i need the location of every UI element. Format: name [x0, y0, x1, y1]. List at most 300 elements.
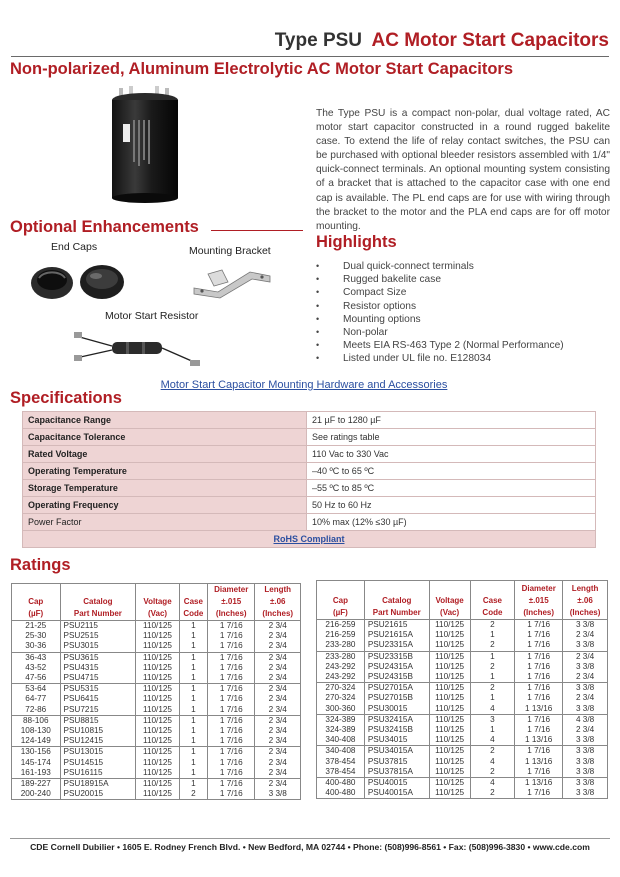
- spec-value: –40 ºC to 65 ºC: [307, 463, 596, 480]
- cap-cell: 130-156: [12, 747, 61, 758]
- case-code-cell: 1: [179, 736, 207, 747]
- cap-cell: 53-64: [12, 684, 61, 695]
- table-row: [317, 630, 608, 640]
- length-cell: 2 3/4: [563, 693, 608, 703]
- diameter-cell: 1 7/16: [208, 684, 255, 695]
- part-number-cell: PSU7215: [60, 705, 136, 716]
- part-number-cell: PSU34015A: [364, 746, 429, 757]
- case-code-cell: 1: [179, 621, 207, 632]
- part-number-cell: PSU24315B: [364, 672, 429, 683]
- length-cell: 2 3/4: [255, 747, 301, 758]
- voltage-cell: 110/125: [136, 705, 179, 716]
- cap-cell: 161-193: [12, 768, 61, 779]
- voltage-cell: 110/125: [136, 715, 179, 726]
- length-cell: 2 3/4: [563, 630, 608, 640]
- length-cell: 2 3/4: [255, 631, 301, 641]
- length-cell: 2 3/4: [255, 779, 301, 790]
- cap-cell: 243-292: [317, 672, 365, 683]
- case-code-cell: 4: [470, 757, 515, 767]
- length-cell: 3 3/8: [563, 683, 608, 694]
- diameter-cell: 1 7/16: [515, 788, 563, 799]
- spec-row: [23, 514, 596, 531]
- highlight-item: • Dual quick-connect terminals: [316, 260, 564, 273]
- case-code-cell: 1: [179, 705, 207, 716]
- diameter-cell: 1 7/16: [208, 768, 255, 779]
- voltage-cell: 110/125: [429, 767, 470, 778]
- spec-row: [23, 531, 596, 548]
- table-row: [12, 684, 301, 695]
- case-code-cell: 1: [470, 630, 515, 640]
- table-row: [317, 746, 608, 757]
- col-header-diameter: Diameter ±.015 (Inches): [515, 581, 563, 620]
- spec-value: See ratings table: [307, 429, 596, 446]
- table-row: [12, 747, 301, 758]
- spec-row: [23, 480, 596, 497]
- highlight-item: • Rugged bakelite case: [316, 273, 564, 286]
- case-code-cell: 1: [179, 652, 207, 663]
- part-number-cell: PSU2115: [60, 621, 136, 632]
- table-row: [12, 631, 301, 641]
- cap-cell: 270-324: [317, 683, 365, 694]
- length-cell: 3 3/8: [563, 778, 608, 789]
- table-row: [12, 715, 301, 726]
- highlight-item: • Resistor options: [316, 300, 564, 313]
- part-number-cell: PSU10815: [60, 726, 136, 736]
- diameter-cell: 1 7/16: [208, 621, 255, 632]
- case-code-cell: 1: [179, 631, 207, 641]
- col-header-case-code: Case Code: [179, 584, 207, 621]
- voltage-cell: 110/125: [429, 746, 470, 757]
- cap-cell: 30-36: [12, 641, 61, 652]
- cap-cell: 378-454: [317, 767, 365, 778]
- part-number-cell: PSU37815: [364, 757, 429, 767]
- col-header-part-number: Catalog Part Number: [364, 581, 429, 620]
- diameter-cell: 1 7/16: [515, 693, 563, 703]
- voltage-cell: 110/125: [136, 673, 179, 684]
- length-cell: 3 3/8: [563, 620, 608, 631]
- table-row: [317, 672, 608, 683]
- spec-key: Storage Temperature: [23, 480, 307, 497]
- cap-cell: 21-25: [12, 621, 61, 632]
- diameter-cell: 1 7/16: [515, 640, 563, 651]
- cap-cell: 216-259: [317, 620, 365, 631]
- length-cell: 2 3/4: [563, 651, 608, 662]
- footer-contact: CDE Cornell Dubilier • 1605 E. Rodney French Blvd. • New Bedford, MA 02744 • Phone: (508)996-8561 • Fax: (508)996-3830 • www.cde.com: [30, 842, 590, 852]
- cap-cell: 378-454: [317, 757, 365, 767]
- length-cell: 3 3/8: [563, 767, 608, 778]
- spec-key: Operating Frequency: [23, 497, 307, 514]
- page-title: [11, 30, 609, 57]
- spec-row: [23, 412, 596, 429]
- table-row: [317, 788, 608, 799]
- length-cell: 2 3/4: [255, 641, 301, 652]
- table-row: [317, 725, 608, 735]
- length-cell: 2 3/4: [563, 672, 608, 683]
- spec-key: Capacitance Range: [23, 412, 307, 429]
- voltage-cell: 110/125: [429, 651, 470, 662]
- voltage-cell: 110/125: [429, 672, 470, 683]
- part-number-cell: PSU12415: [60, 736, 136, 747]
- col-header-cap: Cap (µF): [317, 581, 365, 620]
- part-number-cell: PSU16115: [60, 768, 136, 779]
- diameter-cell: 1 7/16: [515, 725, 563, 735]
- voltage-cell: 110/125: [136, 726, 179, 736]
- spec-value: 50 Hz to 60 Hz: [307, 497, 596, 514]
- voltage-cell: 110/125: [136, 652, 179, 663]
- diameter-cell: 1 7/16: [208, 673, 255, 684]
- part-number-cell: PSU30015: [364, 704, 429, 715]
- diameter-cell: 1 7/16: [515, 630, 563, 640]
- length-cell: 3 3/8: [563, 704, 608, 715]
- length-cell: 2 3/4: [255, 652, 301, 663]
- length-cell: 3 3/8: [255, 789, 301, 800]
- voltage-cell: 110/125: [136, 768, 179, 779]
- table-row: [317, 714, 608, 725]
- motor-start-resistor-label: Motor Start Resistor: [105, 310, 199, 322]
- voltage-cell: 110/125: [136, 747, 179, 758]
- table-row: [12, 736, 301, 747]
- table-row: [12, 779, 301, 790]
- voltage-cell: 110/125: [136, 779, 179, 790]
- cap-cell: 43-52: [12, 663, 61, 673]
- highlight-item: • Mounting options: [316, 313, 564, 326]
- cap-cell: 400-480: [317, 778, 365, 789]
- length-cell: 2 3/4: [255, 694, 301, 704]
- length-cell: 3 3/8: [563, 662, 608, 672]
- spec-key: Capacitance Tolerance: [23, 429, 307, 446]
- table-row: [12, 694, 301, 704]
- col-header-diameter: Diameter ±.015 (Inches): [208, 584, 255, 621]
- ratings-header-row: [12, 584, 301, 621]
- case-code-cell: 2: [470, 683, 515, 694]
- ratings-heading: Ratings: [10, 556, 71, 574]
- voltage-cell: 110/125: [136, 694, 179, 704]
- ratings-header-row: [317, 581, 608, 620]
- length-cell: 3 3/8: [563, 735, 608, 746]
- table-row: [317, 778, 608, 789]
- optional-enhancements-heading: Optional Enhancements: [10, 218, 199, 236]
- part-number-cell: PSU24315A: [364, 662, 429, 672]
- part-number-cell: PSU32415B: [364, 725, 429, 735]
- footer-rule: [10, 838, 610, 839]
- cap-cell: 200-240: [12, 789, 61, 800]
- length-cell: 2 3/4: [255, 684, 301, 695]
- voltage-cell: 110/125: [429, 640, 470, 651]
- col-header-length: Length ±.06 (Inches): [563, 581, 608, 620]
- case-code-cell: 4: [470, 735, 515, 746]
- specifications-table: [22, 411, 596, 548]
- case-code-cell: 2: [179, 789, 207, 800]
- case-code-cell: 2: [470, 620, 515, 631]
- voltage-cell: 110/125: [429, 778, 470, 789]
- diameter-cell: 1 7/16: [208, 694, 255, 704]
- diameter-cell: 1 7/16: [515, 651, 563, 662]
- part-number-cell: PSU3615: [60, 652, 136, 663]
- spec-row: [23, 429, 596, 446]
- part-number-cell: PSU34015: [364, 735, 429, 746]
- part-number-cell: PSU20015: [60, 789, 136, 800]
- cap-cell: 270-324: [317, 693, 365, 703]
- table-row: [317, 651, 608, 662]
- cap-cell: 72-86: [12, 705, 61, 716]
- table-row: [317, 704, 608, 715]
- voltage-cell: 110/125: [429, 662, 470, 672]
- part-number-cell: PSU8815: [60, 715, 136, 726]
- cap-cell: 340-408: [317, 746, 365, 757]
- spec-key: Operating Temperature: [23, 463, 307, 480]
- part-number-cell: PSU6415: [60, 694, 136, 704]
- diameter-cell: 1 7/16: [515, 662, 563, 672]
- cap-cell: 340-408: [317, 735, 365, 746]
- table-row: [12, 663, 301, 673]
- diameter-cell: 1 7/16: [208, 715, 255, 726]
- table-row: [12, 768, 301, 779]
- case-code-cell: 2: [470, 746, 515, 757]
- part-number-cell: PSU21615: [364, 620, 429, 631]
- cap-cell: 25-30: [12, 631, 61, 641]
- case-code-cell: 1: [179, 684, 207, 695]
- spec-row: [23, 497, 596, 514]
- spec-value: 110 Vac to 330 Vac: [307, 446, 596, 463]
- page-subtitle: Non-polarized, Aluminum Electrolytic AC Motor Start Capacitors: [10, 60, 514, 78]
- voltage-cell: 110/125: [136, 663, 179, 673]
- length-cell: 2 3/4: [255, 768, 301, 779]
- part-number-cell: PSU32415A: [364, 714, 429, 725]
- case-code-cell: 1: [179, 663, 207, 673]
- case-code-cell: 1: [179, 641, 207, 652]
- diameter-cell: 1 7/16: [515, 620, 563, 631]
- length-cell: 3 3/8: [563, 757, 608, 767]
- cap-cell: 243-292: [317, 662, 365, 672]
- voltage-cell: 110/125: [429, 725, 470, 735]
- diameter-cell: 1 13/16: [515, 704, 563, 715]
- table-row: [12, 758, 301, 768]
- voltage-cell: 110/125: [136, 631, 179, 641]
- part-number-cell: PSU5315: [60, 684, 136, 695]
- cap-cell: 145-174: [12, 758, 61, 768]
- voltage-cell: 110/125: [429, 683, 470, 694]
- table-row: [317, 662, 608, 672]
- spec-key: Power Factor: [23, 514, 307, 531]
- diameter-cell: 1 13/16: [515, 735, 563, 746]
- highlights-list: [316, 260, 564, 366]
- spec-key: Rated Voltage: [23, 446, 307, 463]
- case-code-cell: 1: [179, 758, 207, 768]
- diameter-cell: 1 7/16: [208, 705, 255, 716]
- diameter-cell: 1 7/16: [515, 672, 563, 683]
- length-cell: 2 3/4: [255, 726, 301, 736]
- voltage-cell: 110/125: [136, 789, 179, 800]
- length-cell: 3 3/8: [563, 746, 608, 757]
- rohs-compliant-link[interactable]: RoHS Compliant: [23, 531, 596, 548]
- case-code-cell: 2: [470, 640, 515, 651]
- ratings-table-right: [316, 580, 608, 799]
- cap-cell: 189-227: [12, 779, 61, 790]
- part-number-cell: PSU40015A: [364, 788, 429, 799]
- part-number-cell: PSU4715: [60, 673, 136, 684]
- table-row: [317, 683, 608, 694]
- col-header-part-number: Catalog Part Number: [60, 584, 136, 621]
- case-code-cell: 1: [179, 768, 207, 779]
- diameter-cell: 1 7/16: [208, 726, 255, 736]
- cap-cell: 216-259: [317, 630, 365, 640]
- diameter-cell: 1 7/16: [208, 747, 255, 758]
- diameter-cell: 1 7/16: [515, 683, 563, 694]
- voltage-cell: 110/125: [429, 620, 470, 631]
- cap-cell: 324-389: [317, 725, 365, 735]
- voltage-cell: 110/125: [136, 621, 179, 632]
- case-code-cell: 1: [470, 651, 515, 662]
- length-cell: 2 3/4: [563, 725, 608, 735]
- length-cell: 2 3/4: [255, 705, 301, 716]
- part-number-cell: PSU3015: [60, 641, 136, 652]
- spec-value: –55 ºC to 85 ºC: [307, 480, 596, 497]
- title-prefix: Type PSU: [274, 30, 363, 51]
- cap-cell: 36-43: [12, 652, 61, 663]
- length-cell: 2 3/4: [255, 758, 301, 768]
- case-code-cell: 1: [179, 726, 207, 736]
- part-number-cell: PSU21615A: [364, 630, 429, 640]
- case-code-cell: 1: [179, 715, 207, 726]
- spec-value: 10% max (12% ≤30 µF): [307, 514, 596, 531]
- highlight-item: • Non-polar: [316, 326, 564, 339]
- highlights-heading: Highlights: [316, 233, 397, 251]
- table-row: [317, 693, 608, 703]
- length-cell: 2 3/4: [255, 736, 301, 747]
- cap-cell: 88-106: [12, 715, 61, 726]
- length-cell: 2 3/4: [255, 663, 301, 673]
- spec-value: 21 µF to 1280 µF: [307, 412, 596, 429]
- cap-cell: 124-149: [12, 736, 61, 747]
- diameter-cell: 1 7/16: [208, 641, 255, 652]
- part-number-cell: PSU27015A: [364, 683, 429, 694]
- diameter-cell: 1 7/16: [208, 652, 255, 663]
- voltage-cell: 110/125: [136, 736, 179, 747]
- motor-start-resistor-photo: [72, 322, 202, 372]
- highlight-item: • Compact Size: [316, 286, 564, 299]
- table-row: [317, 735, 608, 746]
- length-cell: 2 3/4: [255, 621, 301, 632]
- capacitor-photo: [109, 84, 181, 204]
- length-cell: 3 3/8: [563, 640, 608, 651]
- length-cell: 2 3/4: [255, 673, 301, 684]
- cap-cell: 108-130: [12, 726, 61, 736]
- mounting-bracket-photo: [188, 262, 276, 302]
- end-caps-label: End Caps: [51, 241, 98, 253]
- table-row: [12, 789, 301, 800]
- ratings-table-left: [11, 583, 301, 800]
- table-row: [317, 767, 608, 778]
- table-row: [12, 641, 301, 652]
- part-number-cell: PSU2515: [60, 631, 136, 641]
- intro-paragraph: The Type PSU is a compact non-polar, dual voltage rated, AC motor start capacitor constructed in a round rugged bakelite case. To extend the life of relay contact switches, the PSU can be purchased with optional bleeder resistors assembled with 1/4" quick-connect terminals. An optional mounting system consisting of a bracket that is attached to the capacitor case with one end cap is available. The PL end caps are for use with wiring through the bracket to the motor and the PLA end caps are for off motor mounting.: [316, 108, 610, 232]
- table-row: [12, 705, 301, 716]
- cap-cell: 400-480: [317, 788, 365, 799]
- col-header-voltage: Voltage (Vac): [429, 581, 470, 620]
- voltage-cell: 110/125: [429, 693, 470, 703]
- cap-cell: 233-280: [317, 651, 365, 662]
- heading-rule: [211, 230, 303, 231]
- col-header-cap: Cap (µF): [12, 584, 61, 621]
- part-number-cell: PSU40015: [364, 778, 429, 789]
- specifications-heading: Specifications: [10, 389, 122, 407]
- col-header-voltage: Voltage (Vac): [136, 584, 179, 621]
- case-code-cell: 3: [470, 714, 515, 725]
- title-main: AC Motor Start Capacitors: [371, 30, 609, 51]
- cap-cell: 64-77: [12, 694, 61, 704]
- length-cell: 4 3/8: [563, 714, 608, 725]
- length-cell: 2 3/4: [255, 715, 301, 726]
- part-number-cell: PSU13015: [60, 747, 136, 758]
- part-number-cell: PSU23315B: [364, 651, 429, 662]
- part-number-cell: PSU14515: [60, 758, 136, 768]
- table-row: [12, 621, 301, 632]
- case-code-cell: 1: [179, 694, 207, 704]
- diameter-cell: 1 13/16: [515, 757, 563, 767]
- spec-row: [23, 446, 596, 463]
- hardware-accessories-link[interactable]: Motor Start Capacitor Mounting Hardware and Accessories: [160, 379, 448, 391]
- voltage-cell: 110/125: [429, 757, 470, 767]
- voltage-cell: 110/125: [429, 704, 470, 715]
- col-header-case-code: Case Code: [470, 581, 515, 620]
- end-caps-photo: [30, 258, 130, 304]
- voltage-cell: 110/125: [429, 735, 470, 746]
- cap-cell: 233-280: [317, 640, 365, 651]
- table-row: [317, 640, 608, 651]
- voltage-cell: 110/125: [136, 684, 179, 695]
- part-number-cell: PSU18915A: [60, 779, 136, 790]
- highlight-item: • Listed under UL file no. E128034: [316, 352, 564, 365]
- voltage-cell: 110/125: [429, 630, 470, 640]
- cap-cell: 300-360: [317, 704, 365, 715]
- case-code-cell: 1: [179, 779, 207, 790]
- case-code-cell: 1: [470, 725, 515, 735]
- spec-row: [23, 463, 596, 480]
- case-code-cell: 4: [470, 778, 515, 789]
- voltage-cell: 110/125: [429, 714, 470, 725]
- case-code-cell: 4: [470, 704, 515, 715]
- case-code-cell: 1: [179, 673, 207, 684]
- part-number-cell: PSU4315: [60, 663, 136, 673]
- case-code-cell: 1: [179, 747, 207, 758]
- table-row: [12, 652, 301, 663]
- part-number-cell: PSU37815A: [364, 767, 429, 778]
- length-cell: 3 3/8: [563, 788, 608, 799]
- col-header-length: Length ±.06 (Inches): [255, 584, 301, 621]
- part-number-cell: PSU23315A: [364, 640, 429, 651]
- part-number-cell: PSU27015B: [364, 693, 429, 703]
- diameter-cell: 1 7/16: [208, 758, 255, 768]
- table-row: [12, 673, 301, 684]
- case-code-cell: 1: [470, 693, 515, 703]
- diameter-cell: 1 7/16: [515, 746, 563, 757]
- cap-cell: 47-56: [12, 673, 61, 684]
- diameter-cell: 1 7/16: [208, 789, 255, 800]
- voltage-cell: 110/125: [136, 758, 179, 768]
- case-code-cell: 2: [470, 662, 515, 672]
- diameter-cell: 1 7/16: [515, 767, 563, 778]
- diameter-cell: 1 7/16: [208, 779, 255, 790]
- table-row: [12, 726, 301, 736]
- voltage-cell: 110/125: [429, 788, 470, 799]
- highlight-item: • Meets EIA RS-463 Type 2 (Normal Performance): [316, 339, 564, 352]
- case-code-cell: 2: [470, 767, 515, 778]
- diameter-cell: 1 7/16: [515, 714, 563, 725]
- diameter-cell: 1 13/16: [515, 778, 563, 789]
- table-row: [317, 620, 608, 631]
- voltage-cell: 110/125: [136, 641, 179, 652]
- diameter-cell: 1 7/16: [208, 663, 255, 673]
